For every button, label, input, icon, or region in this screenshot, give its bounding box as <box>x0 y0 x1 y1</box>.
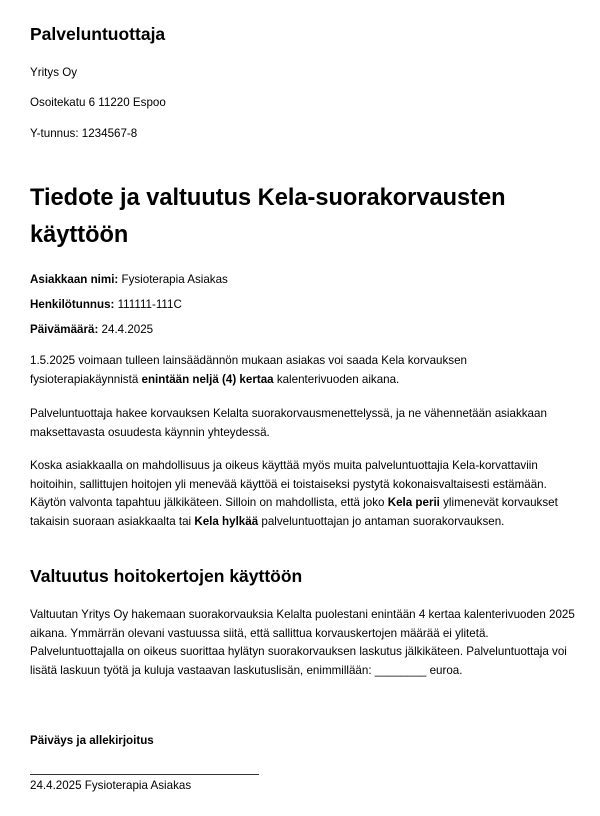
client-ssn-line <box>30 298 182 311</box>
p3-emphasis-kela-perii: Kela perii <box>387 496 440 509</box>
signature-date-name: 24.4.2025 Fysioterapia Asiakas <box>30 779 192 792</box>
client-date-value: 24.4.2025 <box>98 323 154 336</box>
provider-business-id: Y-tunnus: 1234567-8 <box>30 127 138 140</box>
info-paragraph-3 <box>30 457 578 531</box>
info-paragraph-1 <box>30 352 578 389</box>
p3-text-c: ylimenevät korvaukset takaisin suoraan asiakkaalta tai <box>30 496 558 528</box>
p3-text-e: palveluntuottajan jo antaman suorakorvauksen. <box>258 514 505 528</box>
info-paragraph-2: Palveluntuottaja hakee korvauksen Kelalta suorakorvausmenettelyssä, ja ne vähennetään asiakkaan maksettavasta osuudesta käynnin yhteydessä. <box>30 407 547 439</box>
p1-emphasis: enintään neljä (4) kertaa <box>141 372 274 386</box>
client-date-line <box>30 323 153 336</box>
provider-address: Osoitekatu 6 11220 Espoo <box>30 96 166 109</box>
p3-text-a: Koska asiakkaalla on mahdollisuus ja oikeus käyttää myös muita palveluntuottajia Kela-korvattaviin hoitoihin, sallittujen hoitojen yli menevää käyttöä ei toistaiseksi pystytä kokonaisvaltaisesti estämään. Käytön valvonta tapahtuu jälkikäteen. Silloin on mahdollista, että joko <box>30 459 547 509</box>
p1-text-c: kalenterivuoden aikana. <box>273 372 400 386</box>
client-name-value: Fysioterapia Asiakas <box>118 273 228 286</box>
signature-heading: Päiväys ja allekirjoitus <box>30 734 154 747</box>
document-title: Tiedote ja valtuutus Kela-suorakorvausten käyttöön <box>30 185 506 248</box>
client-name-label: Asiakkaan nimi: <box>30 273 119 286</box>
authorization-text: Valtuutan Yritys Oy hakemaan suorakorvauksia Kelalta puolestani enintään 4 kertaa kalenterivuoden 2025 aikana. Ymmärrän olevani vastuussa siitä, että sallittua korvauskertojen määrää ei ylitetä. Palveluntuottajalla on oikeus suorittaa hylätyn suorakorvauksen laskutus jälkikäteen. Palveluntuottaja voi lisätä laskuun työtä ja kuluja vastaavan laskutuslisän, enimmillään: ________ euroa. <box>30 608 575 677</box>
authorization-heading: Valtuutus hoitokertojen käyttöön <box>30 566 303 586</box>
provider-heading: Palveluntuottaja <box>30 24 166 44</box>
provider-name: Yritys Oy <box>30 66 78 79</box>
client-date-label: Päivämäärä: <box>30 323 99 336</box>
client-ssn-label: Henkilötunnus: <box>30 298 115 311</box>
client-ssn-value: 111111-111C <box>114 298 182 311</box>
client-name-line <box>30 273 228 286</box>
signature-line <box>30 774 259 775</box>
p3-emphasis-kela-hylkaa: Kela hylkää <box>194 514 259 528</box>
p1-text-a: 1.5.2025 voimaan tulleen lainsäädännön mukaan asiakas voi saada Kela korvauksen fysioterapiakäynnistä <box>30 354 467 386</box>
